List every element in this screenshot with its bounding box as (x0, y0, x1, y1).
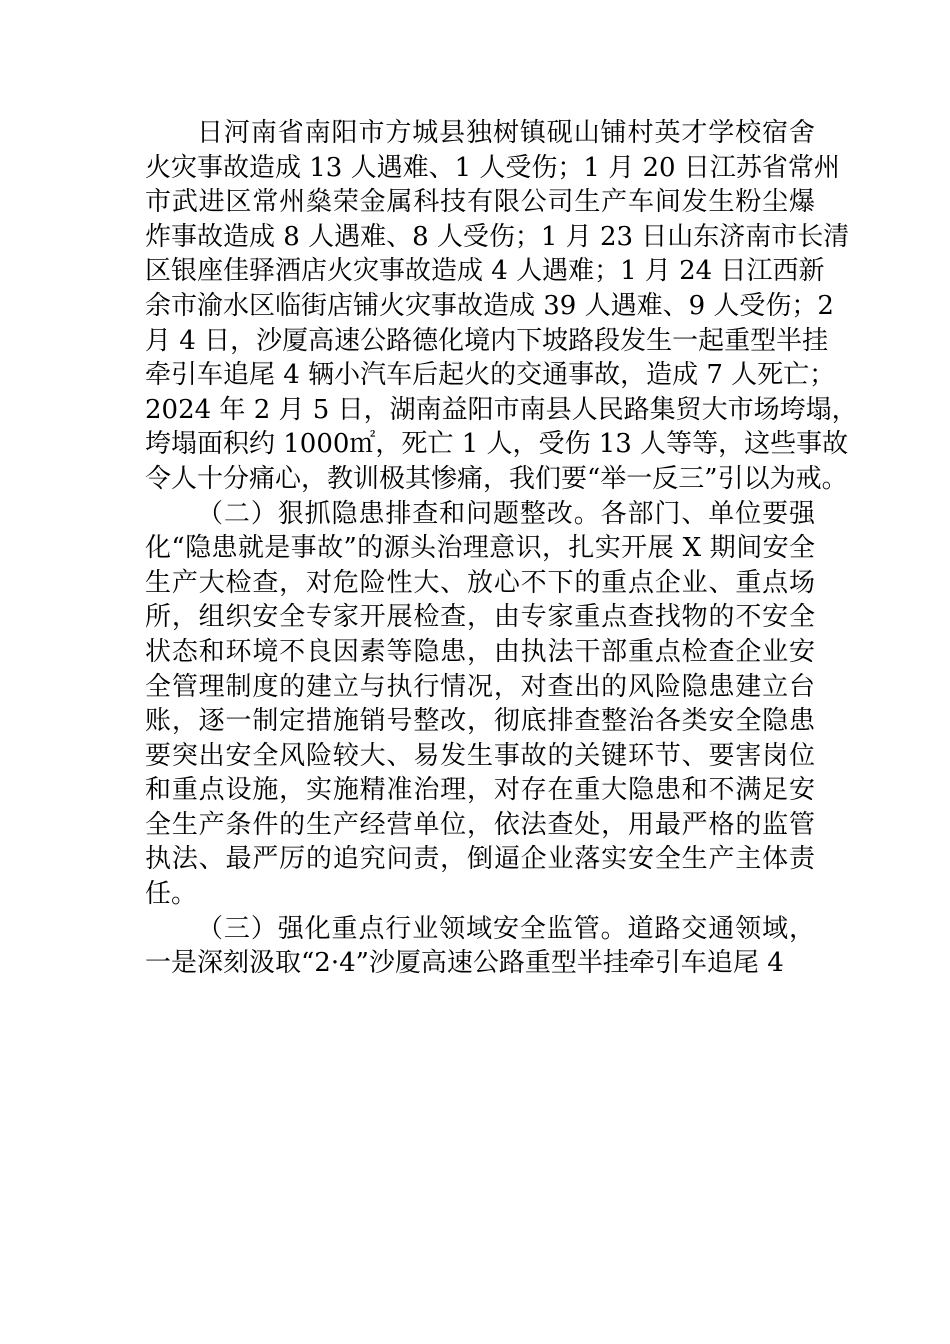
document-body (145, 116, 858, 981)
text-line: 所，组织安全专家开展检查，由专家重点查找物的不安全 (145, 602, 815, 633)
text-line: 炸事故造成 8 人遇难、8 人受伤；1 月 23 日山东济南市长清 (145, 221, 850, 252)
text-line: 账，逐一制定措施销号整改，彻底排查整治各类安全隐患 (145, 706, 815, 737)
text-line: 令人十分痛心，教训极其惨痛，我们要“举一反三”引以为戒。 (145, 463, 848, 494)
text-line: 火灾事故造成 13 人遇难、1 人受伤；1 月 20 日江苏省常州 (145, 152, 840, 183)
text-line: 牵引车追尾 4 辆小汽车后起火的交通事故，造成 7 人死亡； (145, 360, 836, 391)
text-line: 任。 (145, 879, 198, 910)
text-line: 生产大检查，对危险性大、放心不下的重点企业、重点场 (145, 567, 815, 598)
text-line: 和重点设施，实施精准治理，对存在重大隐患和不满足安 (145, 775, 815, 806)
text-line: 日河南省南阳市方城县独树镇砚山铺村英才学校宿舍 (197, 118, 815, 148)
text-line: 一是深刻汲取“2·4”沙厦高速公路重型半挂牵引车追尾 4 (145, 948, 784, 979)
text-line: 全生产条件的生产经营单位，依法查处，用最严格的监管 (145, 809, 815, 840)
text-line: 要突出安全风险较大、易发生事故的关键环节、要害岗位 (145, 740, 815, 771)
text-line: 化“隐患就是事故”的源头治理意识，扎实开展 X 期间安全 (145, 533, 815, 564)
text-line: 余市渝水区临街店铺火灾事故造成 39 人遇难、9 人受伤；2 (145, 290, 834, 321)
section-heading-line: （三）强化重点行业领域安全监管。道路交通领域， (197, 913, 815, 944)
text-line: 状态和环境不良因素等隐患，由执法干部重点检查企业安 (145, 636, 815, 667)
text-line: 2024 年 2 月 5 日，湖南益阳市南县人民路集贸大市场垮塌， (145, 394, 858, 425)
text-line: 垮塌面积约 1000㎡，死亡 1 人，受伤 13 人等等，这些事故 (145, 429, 849, 460)
text-line: 市武进区常州燊荣金属科技有限公司生产车间发生粉尘爆 (145, 187, 815, 218)
text-line: 执法、最严厉的追究问责，倒逼企业落实安全生产主体责 (145, 844, 815, 875)
text-line: 月 4 日，沙厦高速公路德化境内下坡路段发生一起重型半挂 (145, 325, 829, 356)
text-line: 全管理制度的建立与执行情况，对查出的风险隐患建立台 (145, 671, 815, 702)
text-line: 区银座佳驿酒店火灾事故造成 4 人遇难；1 月 24 日江西新 (145, 256, 825, 287)
section-heading-line: （二）狠抓隐患排查和问题整改。各部门、单位要强 (197, 498, 815, 529)
